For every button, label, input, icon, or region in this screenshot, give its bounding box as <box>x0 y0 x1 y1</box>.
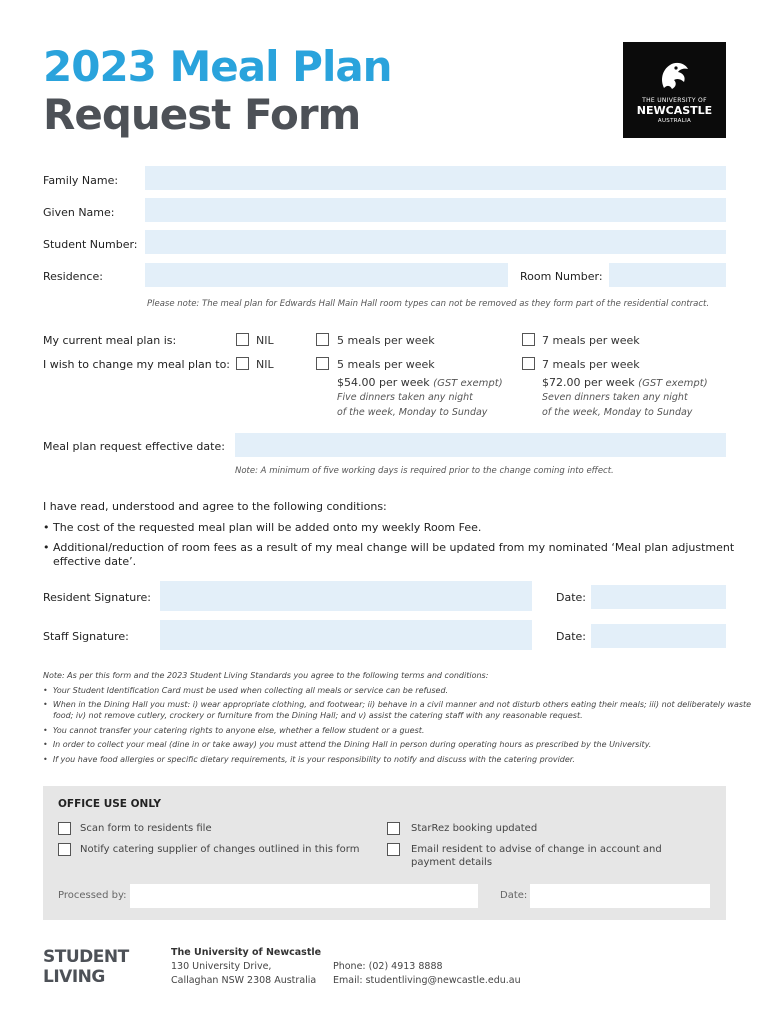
change-7-meals-checkbox[interactable] <box>522 357 535 370</box>
five-meals-desc-2: of the week, Monday to Sunday <box>337 407 488 418</box>
logo-word-student: STUDENT <box>43 947 129 967</box>
notify-catering-label: Notify catering supplier of changes outlined in this form <box>80 844 360 855</box>
family-name-label: Family Name: <box>43 174 119 187</box>
current-7-meals-checkbox[interactable] <box>522 333 535 346</box>
five-meals-price <box>337 376 503 389</box>
given-name-label: Given Name: <box>43 206 115 219</box>
current-meal-plan-label: My current meal plan is: <box>43 334 177 347</box>
term-5: • If you have food allergies or specific dietary requirements, it is your responsibility to notify and discuss with the catering provider. <box>43 755 575 764</box>
logo-word-living: LIVING <box>43 967 105 987</box>
student-number-field[interactable] <box>145 230 726 254</box>
change-meal-plan-label: I wish to change my meal plan to: <box>43 358 231 371</box>
seven-meals-price <box>542 376 708 389</box>
seven-price-value: $72.00 per week <box>542 376 635 389</box>
seahorse-crest-icon <box>654 56 694 96</box>
term-4-text: In order to collect your meal (dine in or take away) you must attend the Dining Hall in person during operating hours as prescribed by the University. <box>52 740 652 749</box>
staff-signature-label: Staff Signature: <box>43 630 129 643</box>
conditions-heading: I have read, understood and agree to the following conditions: <box>43 500 387 513</box>
term-3: • You cannot transfer your catering rights to anyone else, whether a fellow student or a guest. <box>43 726 425 735</box>
starrez-label: StarRez booking updated <box>411 823 538 834</box>
logo-line-1: THE UNIVERSITY OF <box>642 97 707 104</box>
residence-label: Residence: <box>43 270 103 283</box>
email-resident-label-2: payment details <box>411 857 493 868</box>
term-2-text: When in the Dining Hall you must: i) wear appropriate clothing, and footwear; ii) behave in a civil manner and not disturb others eating their meals; iii) not deliberately waste <box>52 700 752 709</box>
office-date-label: Date: <box>500 890 528 901</box>
effective-date-field[interactable] <box>235 433 726 457</box>
office-use-heading: OFFICE USE ONLY <box>58 798 162 810</box>
current-5-meals-checkbox[interactable] <box>316 333 329 346</box>
email-resident-label-1: Email resident to advise of change in account and <box>411 844 662 855</box>
logo-line-3: AUSTRALIA <box>657 118 692 124</box>
condition-item-1: • The cost of the requested meal plan will be added onto my weekly Room Fee. <box>43 521 482 534</box>
staff-date-field[interactable] <box>591 624 726 648</box>
processed-by-field[interactable] <box>130 884 478 908</box>
residence-field[interactable] <box>145 263 508 287</box>
footer-email: Email: studentliving@newcastle.edu.au <box>333 975 521 986</box>
processed-by-label: Processed by: <box>58 890 127 901</box>
scan-form-checkbox[interactable] <box>58 822 71 835</box>
resident-date-label: Date: <box>556 591 586 604</box>
footer-phone: Phone: (02) 4913 8888 <box>333 961 443 972</box>
effective-date-label: Meal plan request effective date: <box>43 440 225 453</box>
resident-date-field[interactable] <box>591 585 726 609</box>
seven-gst-note: (GST exempt) <box>638 378 708 389</box>
staff-date-label: Date: <box>556 630 586 643</box>
resident-signature-field[interactable] <box>160 581 532 611</box>
change-nil-checkbox[interactable] <box>236 357 249 370</box>
current-5-meals-label: 5 meals per week <box>337 334 435 347</box>
current-nil-checkbox[interactable] <box>236 333 249 346</box>
current-nil-label: NIL <box>256 334 274 347</box>
seven-meals-desc-2: of the week, Monday to Sunday <box>542 407 693 418</box>
staff-signature-field[interactable] <box>160 620 532 650</box>
change-7-meals-label: 7 meals per week <box>542 358 640 371</box>
term-4: • In order to collect your meal (dine in or take away) you must attend the Dining Hall in person during operating hours as prescribed by the University. <box>43 740 652 749</box>
title-line-1: 2023 Meal Plan <box>43 42 392 91</box>
scan-form-label: Scan form to residents file <box>80 823 212 834</box>
edwards-hall-note: Please note: The meal plan for Edwards Hall Main Hall room types can not be removed as they form part of the residential contract. <box>147 299 710 309</box>
student-number-label: Student Number: <box>43 238 138 251</box>
term-1: • Your Student Identification Card must be used when collecting all meals or service can be refused. <box>43 686 449 695</box>
family-name-field[interactable] <box>145 166 726 190</box>
office-date-field[interactable] <box>530 884 710 908</box>
condition-item-1-text: The cost of the requested meal plan will be added onto my weekly Room Fee. <box>53 521 482 534</box>
term-5-text: If you have food allergies or specific dietary requirements, it is your responsibility to notify and discuss with the catering provider. <box>52 755 575 764</box>
change-5-meals-checkbox[interactable] <box>316 357 329 370</box>
seven-meals-desc-1: Seven dinners taken any night <box>542 392 688 403</box>
university-logo <box>623 42 726 138</box>
student-living-logo <box>43 947 129 987</box>
condition-item-2-text: Additional/reduction of room fees as a result of my meal change will be updated from my nominated ‘Meal plan adjustment <box>53 541 735 554</box>
room-number-label: Room Number: <box>520 270 603 283</box>
logo-line-2: NEWCASTLE <box>636 104 713 117</box>
notify-catering-checkbox[interactable] <box>58 843 71 856</box>
term-2: • When in the Dining Hall you must: i) wear appropriate clothing, and footwear; ii) behave in a civil manner and not disturb others eating their meals; iii) not deliberately waste <box>43 700 752 709</box>
given-name-field[interactable] <box>145 198 726 222</box>
term-3-text: You cannot transfer your catering rights to anyone else, whether a fellow student or a guest. <box>52 726 425 735</box>
terms-intro: Note: As per this form and the 2023 Student Living Standards you agree to the following terms and conditions: <box>43 671 489 680</box>
room-number-field[interactable] <box>609 263 726 287</box>
change-5-meals-label: 5 meals per week <box>337 358 435 371</box>
title-line-2: Request Form <box>43 90 361 139</box>
term-1-text: Your Student Identification Card must be used when collecting all meals or service can be refused. <box>52 686 449 695</box>
change-nil-label: NIL <box>256 358 274 371</box>
condition-item-2-continued: effective date’. <box>53 555 137 568</box>
five-meals-desc-1: Five dinners taken any night <box>337 392 473 403</box>
starrez-checkbox[interactable] <box>387 822 400 835</box>
current-7-meals-label: 7 meals per week <box>542 334 640 347</box>
effective-date-note: Note: A minimum of five working days is required prior to the change coming into effect. <box>235 466 614 476</box>
email-resident-checkbox[interactable] <box>387 843 400 856</box>
condition-item-2: • Additional/reduction of room fees as a result of my meal change will be updated from my nominated ‘Meal plan adjustment <box>43 541 735 554</box>
term-2-continued: food; iv) not remove cutlery, crockery or furniture from the Dining Hall; and v) assist the catering staff with any reasonable request. <box>53 711 583 720</box>
five-price-value: $54.00 per week <box>337 376 430 389</box>
footer-address-2: Callaghan NSW 2308 Australia <box>171 975 317 986</box>
five-gst-note: (GST exempt) <box>433 378 503 389</box>
resident-signature-label: Resident Signature: <box>43 591 152 604</box>
footer-university: The University of Newcastle <box>171 947 322 958</box>
footer-address-1: 130 University Drive, <box>171 961 272 972</box>
